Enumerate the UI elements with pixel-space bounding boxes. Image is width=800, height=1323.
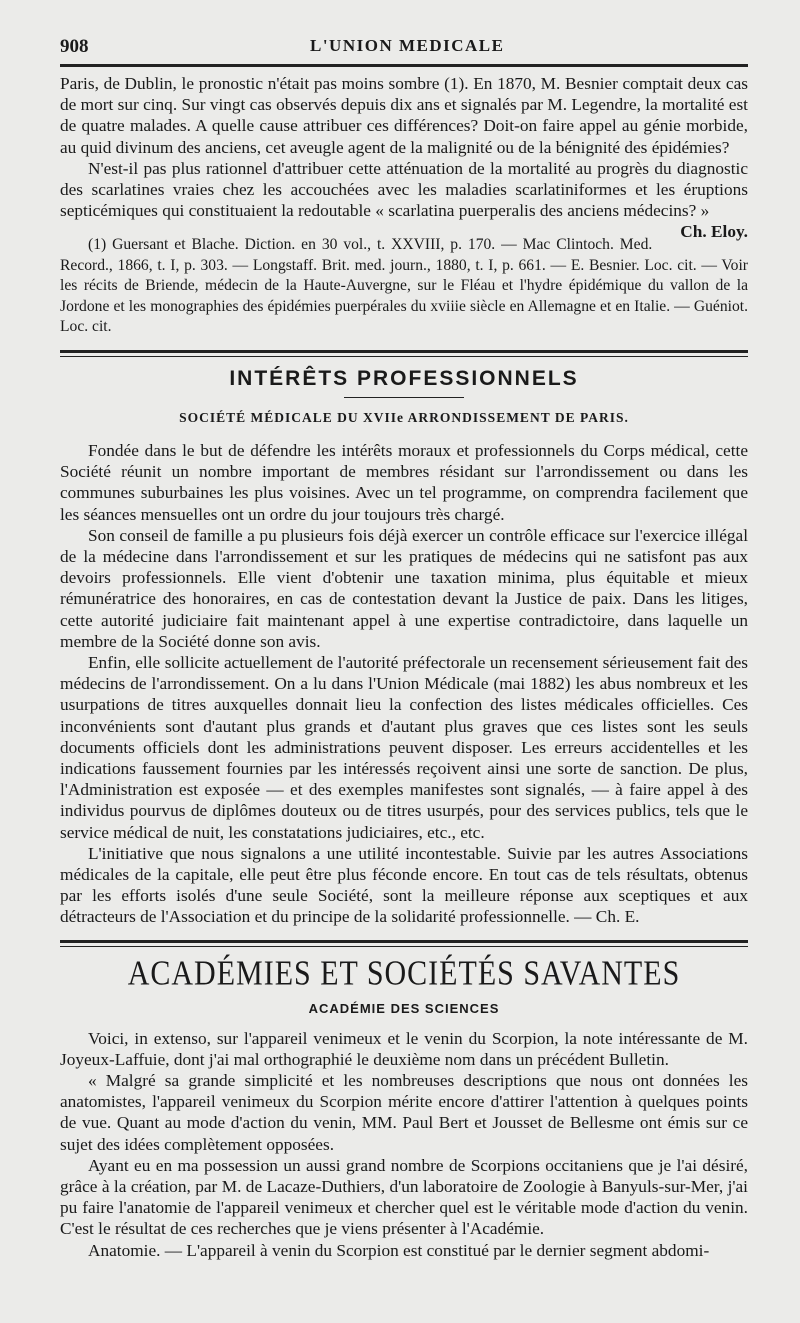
interets-paragraph-4: L'initiative que nous signalons a une utilité incontestable. Suivie par les autres Associations médicales de la capitale, elle peut être plus féconde encore. En tout cas de tels résultats, obtenus par les efforts isolés d'une seule Société, sont la meilleure réponse aux sceptiques et aux détracteurs de l'Association et du principe de la solidarité professionnelle. — Ch. E. <box>60 843 748 927</box>
intro-paragraph-2-text: N'est-il pas plus rationnel d'attribuer cette atténuation de la mortalité au progrès du diagnostic des scarlatines vraies chez les accouchées avec les maladies scarlatiniformes et les éruptions septicémiques qui constituaient la redoutable « scarlatina puerperalis des anciens médecins? » <box>60 158 748 221</box>
section-divider-1 <box>60 350 748 357</box>
section-title-interets: INTÉRÊTS PROFESSIONNELS <box>229 366 579 390</box>
academies-paragraph-4: Anatomie. — L'appareil à venin du Scorpion est constitué par le dernier segment abdomi- <box>88 1240 710 1260</box>
header-rule <box>60 64 748 67</box>
footnotes <box>60 235 748 338</box>
intro-paragraph-2 <box>60 158 748 242</box>
journal-name: L'UNION MEDICALE <box>310 36 505 55</box>
academies-paragraph-1: Voici, in extenso, sur l'appareil venimeux et le venin du Scorpion, la note intéressante de M. Joyeux-Laffuie, dont j'ai mal orthographié le deuxième nom dans un précédent Bulletin. <box>60 1028 748 1069</box>
interets-paragraph-1: Fondée dans le but de défendre les intérêts moraux et professionnels du Corps médical, cette Société réunit un nombre important de membres résidant sur l'arrondissement ou dans les communes suburbaines les plus voisines. Avec un tel programme, on comprendra facilement que les séances mensuelles ont un ordre du jour toujours très chargé. <box>60 440 748 524</box>
subsection-title-academie: ACADÉMIE DES SCIENCES <box>308 1000 500 1016</box>
intro-signature: Ch. Eloy. <box>680 222 748 242</box>
running-head <box>60 30 748 60</box>
page-number: 908 <box>60 36 89 57</box>
section-divider-2 <box>60 940 748 947</box>
section-title-academies: ACADÉMIES ET SOCIÉTÉS SAVANTES <box>127 954 681 992</box>
academies-paragraph-2: « Malgré sa grande simplicité et les nombreuses descriptions que nous ont données les anatomistes, l'appareil venimeux du Scorpion mérite encore d'attirer l'attention à quelques points de vue. Quant au mode d'action du venin, MM. Paul Bert et Jousset de Bellesme ont émis sur ce sujet des idées complètement opposées. <box>60 1071 748 1154</box>
interets-paragraph-2: Son conseil de famille a pu plusieurs fois déjà exercer un contrôle efficace sur l'exercice illégal de la médecine dans l'arrondissement et sur les pratiques de médecins qui ne satisfont pas aux devoirs professionnels. Elle vient d'obtenir une taxation minima, plus équitable et mieux rémunératrice des honoraires, en cas de contestation devant la Justice de paix. Dans les litiges, cette autorité judiciaire fait maintenant appel à une expertise contradictoire, dans laquelle un membre de la Société donne son avis. <box>60 525 748 651</box>
interets-paragraph-3: Enfin, elle sollicite actuellement de l'autorité préfectorale un recensement sérieusement fait des médecins de l'arrondissement. On a lu dans l'Union Médicale (mai 1882) les abus nombreux et les usurpations de titres auxquelles donnait lieu la confection des listes médicales officielles. Ces inconvénients sont d'autant plus grands et d'autant plus graves que ces listes sont les seuls documents officiels dont les administrations peuvent disposer. Les erreurs accidentelles et les indications faussement fournies par les intéressés reçoivent ainsi une sorte de sanction. De plus, l'Administration est exposée — et des exemples manifestes sont signalés, — à faire appel à des individus pourvus de diplômes douteux ou de titres usurpés, pour des services publics, tels que le service médical de nuit, les constatations judiciaires, etc., etc. <box>60 652 748 842</box>
title-short-rule <box>344 397 464 398</box>
footnote-1: (1) Guersant et Blache. Diction. en 30 vol., t. XXVIII, p. 170. — Mac Clintoch. Med. Record., 1866, t. I, p. 303. — Longstaff. Brit. med. journ., 1880, t. I, p. 661. — E. Besnier. Loc. cit. — Voir les récits de Briende, médecin de la Haute-Auvergne, sur le Fléau et l'hydre épidémique du vallon de la Jordone et les monographies des épidémies puerpérales du xviiie siècle en Allemagne et en Italie. — Guéniot. Loc. cit. <box>60 236 748 336</box>
intro-paragraph-1: Paris, de Dublin, le pronostic n'était pas moins sombre (1). En 1870, M. Besnier comptait deux cas de mort sur cinq. Sur vingt cas observés depuis dix ans et signalés par M. Legendre, la mortalité est de quatre malades. A quelle cause attribuer ces différences? Doit-on faire appel au génie morbide, au quid divinum des anciens, cet aveugle agent de la malignité ou de la bénignité des épidémies? <box>60 74 748 157</box>
subsection-title-societe: SOCIÉTÉ MÉDICALE DU XVIIe ARRONDISSEMENT DE PARIS. <box>179 409 629 425</box>
academies-paragraph-3: Ayant eu en ma possession un aussi grand nombre de Scorpions occitaniens que je l'ai désiré, grâce à la création, par M. de Lacaze-Duthiers, d'un laboratoire de Zoologie à Banyuls-sur-Mer, j'ai pu faire l'anatomie de l'appareil venimeux et chercher quel est le véritable mode d'action du venin. C'est le résultat de ces recherches que je viens présenter à l'Académie. <box>60 1155 748 1239</box>
